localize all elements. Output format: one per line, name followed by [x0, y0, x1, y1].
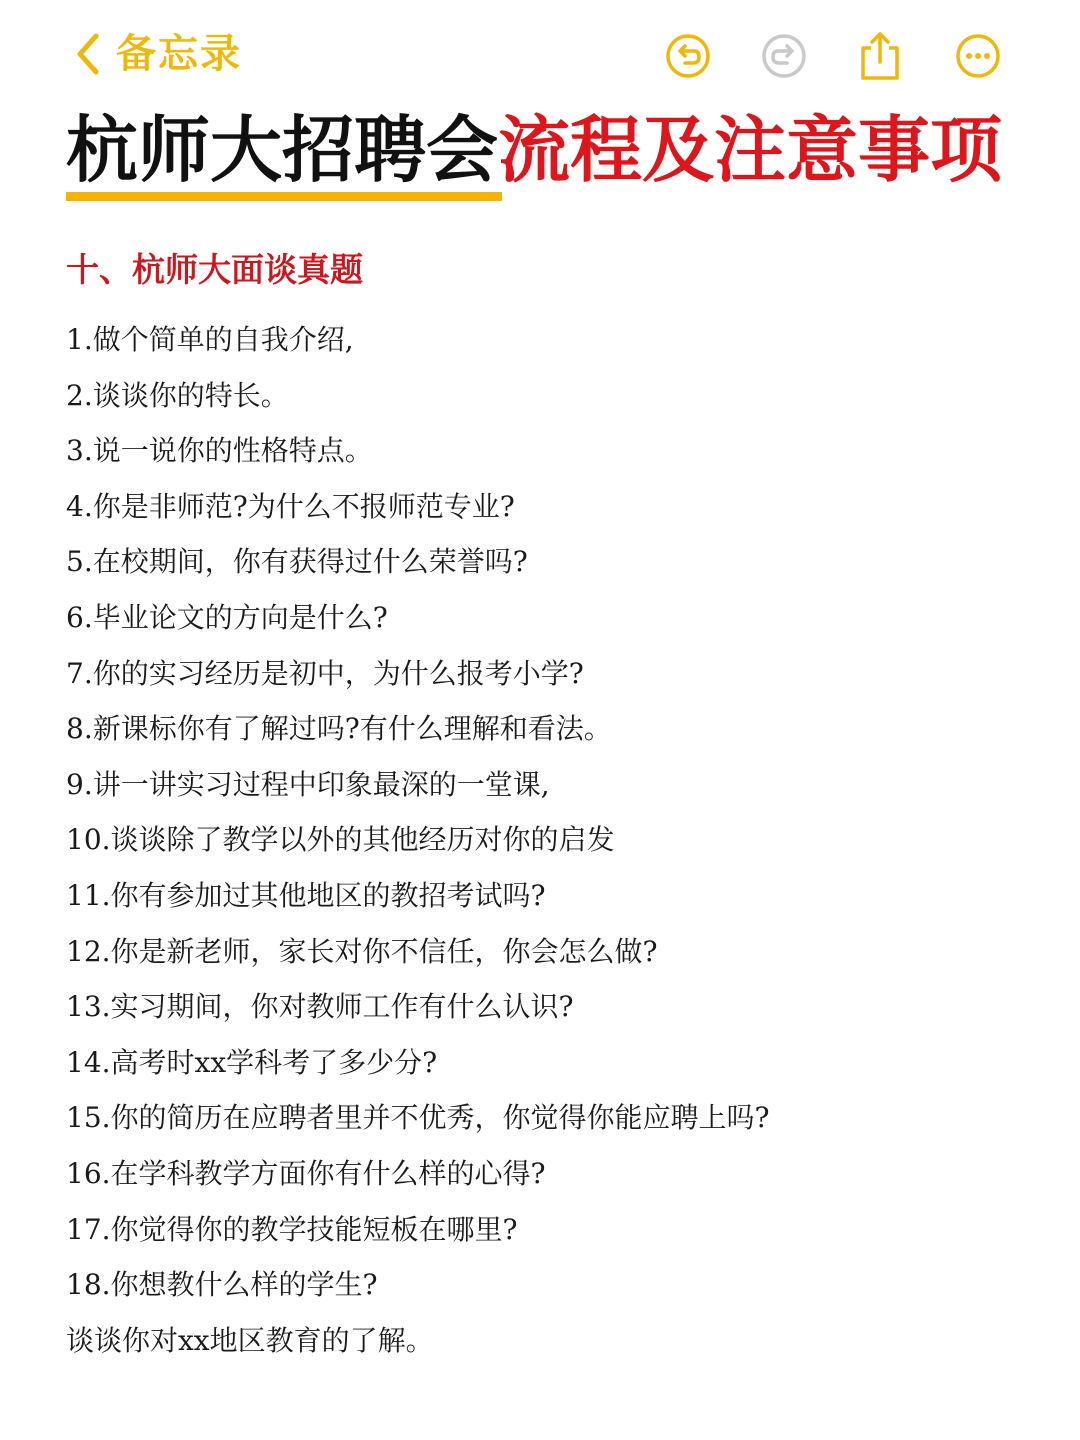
undo-icon[interactable]: [662, 30, 714, 82]
list-item: 15.你的简历在应聘者里并不优秀，你觉得你能应聘上吗?: [66, 1101, 770, 1135]
list-item: 18.你想教什么样的学生?: [66, 1268, 378, 1302]
question-list: [66, 316, 1026, 1372]
back-label: 备忘录: [116, 31, 242, 77]
list-item: 4.你是非师范?为什么不报师范专业?: [66, 489, 515, 523]
list-item: 5.在校期间，你有获得过什么荣誉吗?: [66, 545, 528, 579]
list-item: 12.你是新老师，家长对你不信任，你会怎么做?: [66, 934, 658, 968]
list-item: 11.你有参加过其他地区的教招考试吗?: [66, 878, 546, 912]
list-item: 9.讲一讲实习过程中印象最深的一堂课,: [66, 767, 550, 801]
list-item: 8.新课标你有了解过吗?有什么理解和看法。: [66, 712, 612, 746]
more-icon[interactable]: [952, 30, 1004, 82]
list-item: 13.实习期间，你对教师工作有什么认识?: [66, 990, 574, 1024]
navigation-bar: [0, 0, 1080, 110]
share-icon[interactable]: [854, 30, 906, 82]
page-title: [66, 100, 1002, 200]
list-item: 1.做个简单的自我介绍,: [66, 323, 354, 356]
list-item: 6.毕业论文的方向是什么?: [66, 600, 388, 634]
list-item: 10.谈谈除了教学以外的其他经历对你的启发: [66, 823, 615, 857]
title-red-part: 流程及注意事项: [498, 108, 1003, 192]
list-item: 2.谈谈你的特长。: [66, 378, 289, 412]
title-black-part: 杭师大招聘会: [66, 108, 499, 192]
list-item: 3.说一说你的性格特点。: [66, 434, 373, 468]
section-heading: 十、杭师大面谈真题: [66, 250, 363, 289]
list-item: 14.高考时xx学科考了多少分?: [66, 1045, 438, 1079]
redo-icon[interactable]: [758, 30, 810, 82]
list-item: 7.你的实习经历是初中，为什么报考小学?: [66, 656, 584, 690]
list-item: 16.在学科教学方面你有什么样的心得?: [66, 1156, 546, 1190]
list-item: 谈谈你对xx地区教育的了解。: [66, 1323, 434, 1357]
list-item: 17.你觉得你的教学技能短板在哪里?: [66, 1212, 518, 1246]
toolbar: [0, 30, 1080, 86]
